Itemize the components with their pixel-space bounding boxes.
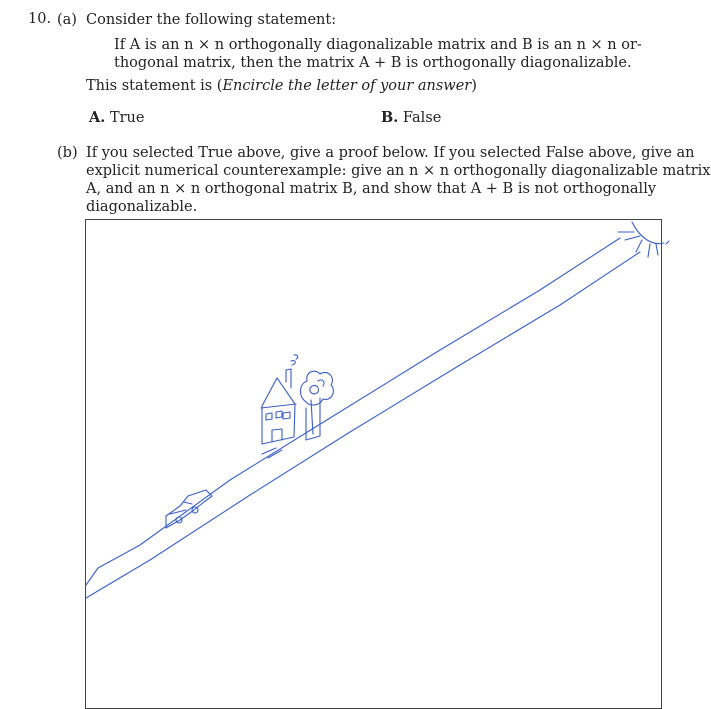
- prompt-suffix: ): [471, 78, 477, 94]
- part-b-line-1: If you selected True above, give a proof below. If you selected False above, give an: [86, 145, 695, 161]
- choice-b-text: False: [402, 110, 442, 126]
- statement-line-1: If A is an n × n orthogonally diagonalizable matrix and B is an n × n or-: [114, 37, 642, 53]
- part-a-intro: Consider the following statement:: [86, 12, 337, 28]
- question-number: 10.: [28, 11, 52, 27]
- prompt-italic: Encircle the letter of your answer: [222, 78, 472, 94]
- tree-drawing: [300, 371, 333, 440]
- part-b-line-3: A, and an n × n orthogonal matrix B, and show that A + B is not orthogonally: [86, 181, 657, 197]
- part-b-line-4: diagonalizable.: [86, 199, 198, 215]
- statement-line-2: thogonal matrix, then the matrix A + B is orthogonally diagonalizable.: [114, 55, 632, 71]
- choice-a-text: True: [109, 110, 145, 126]
- prompt-prefix: This statement is (: [86, 78, 223, 94]
- house-drawing: [261, 355, 298, 458]
- choice-a-letter: A.: [89, 109, 106, 126]
- road-drawing: [86, 238, 640, 598]
- part-b-label: (b): [57, 145, 78, 161]
- part-a-label: (a): [57, 12, 77, 28]
- part-b-line-2: explicit numerical counterexample: give an n × n orthogonally diagonalizable matrix: [86, 163, 711, 179]
- choice-b-letter: B.: [381, 109, 399, 126]
- sun-drawing: [618, 222, 669, 257]
